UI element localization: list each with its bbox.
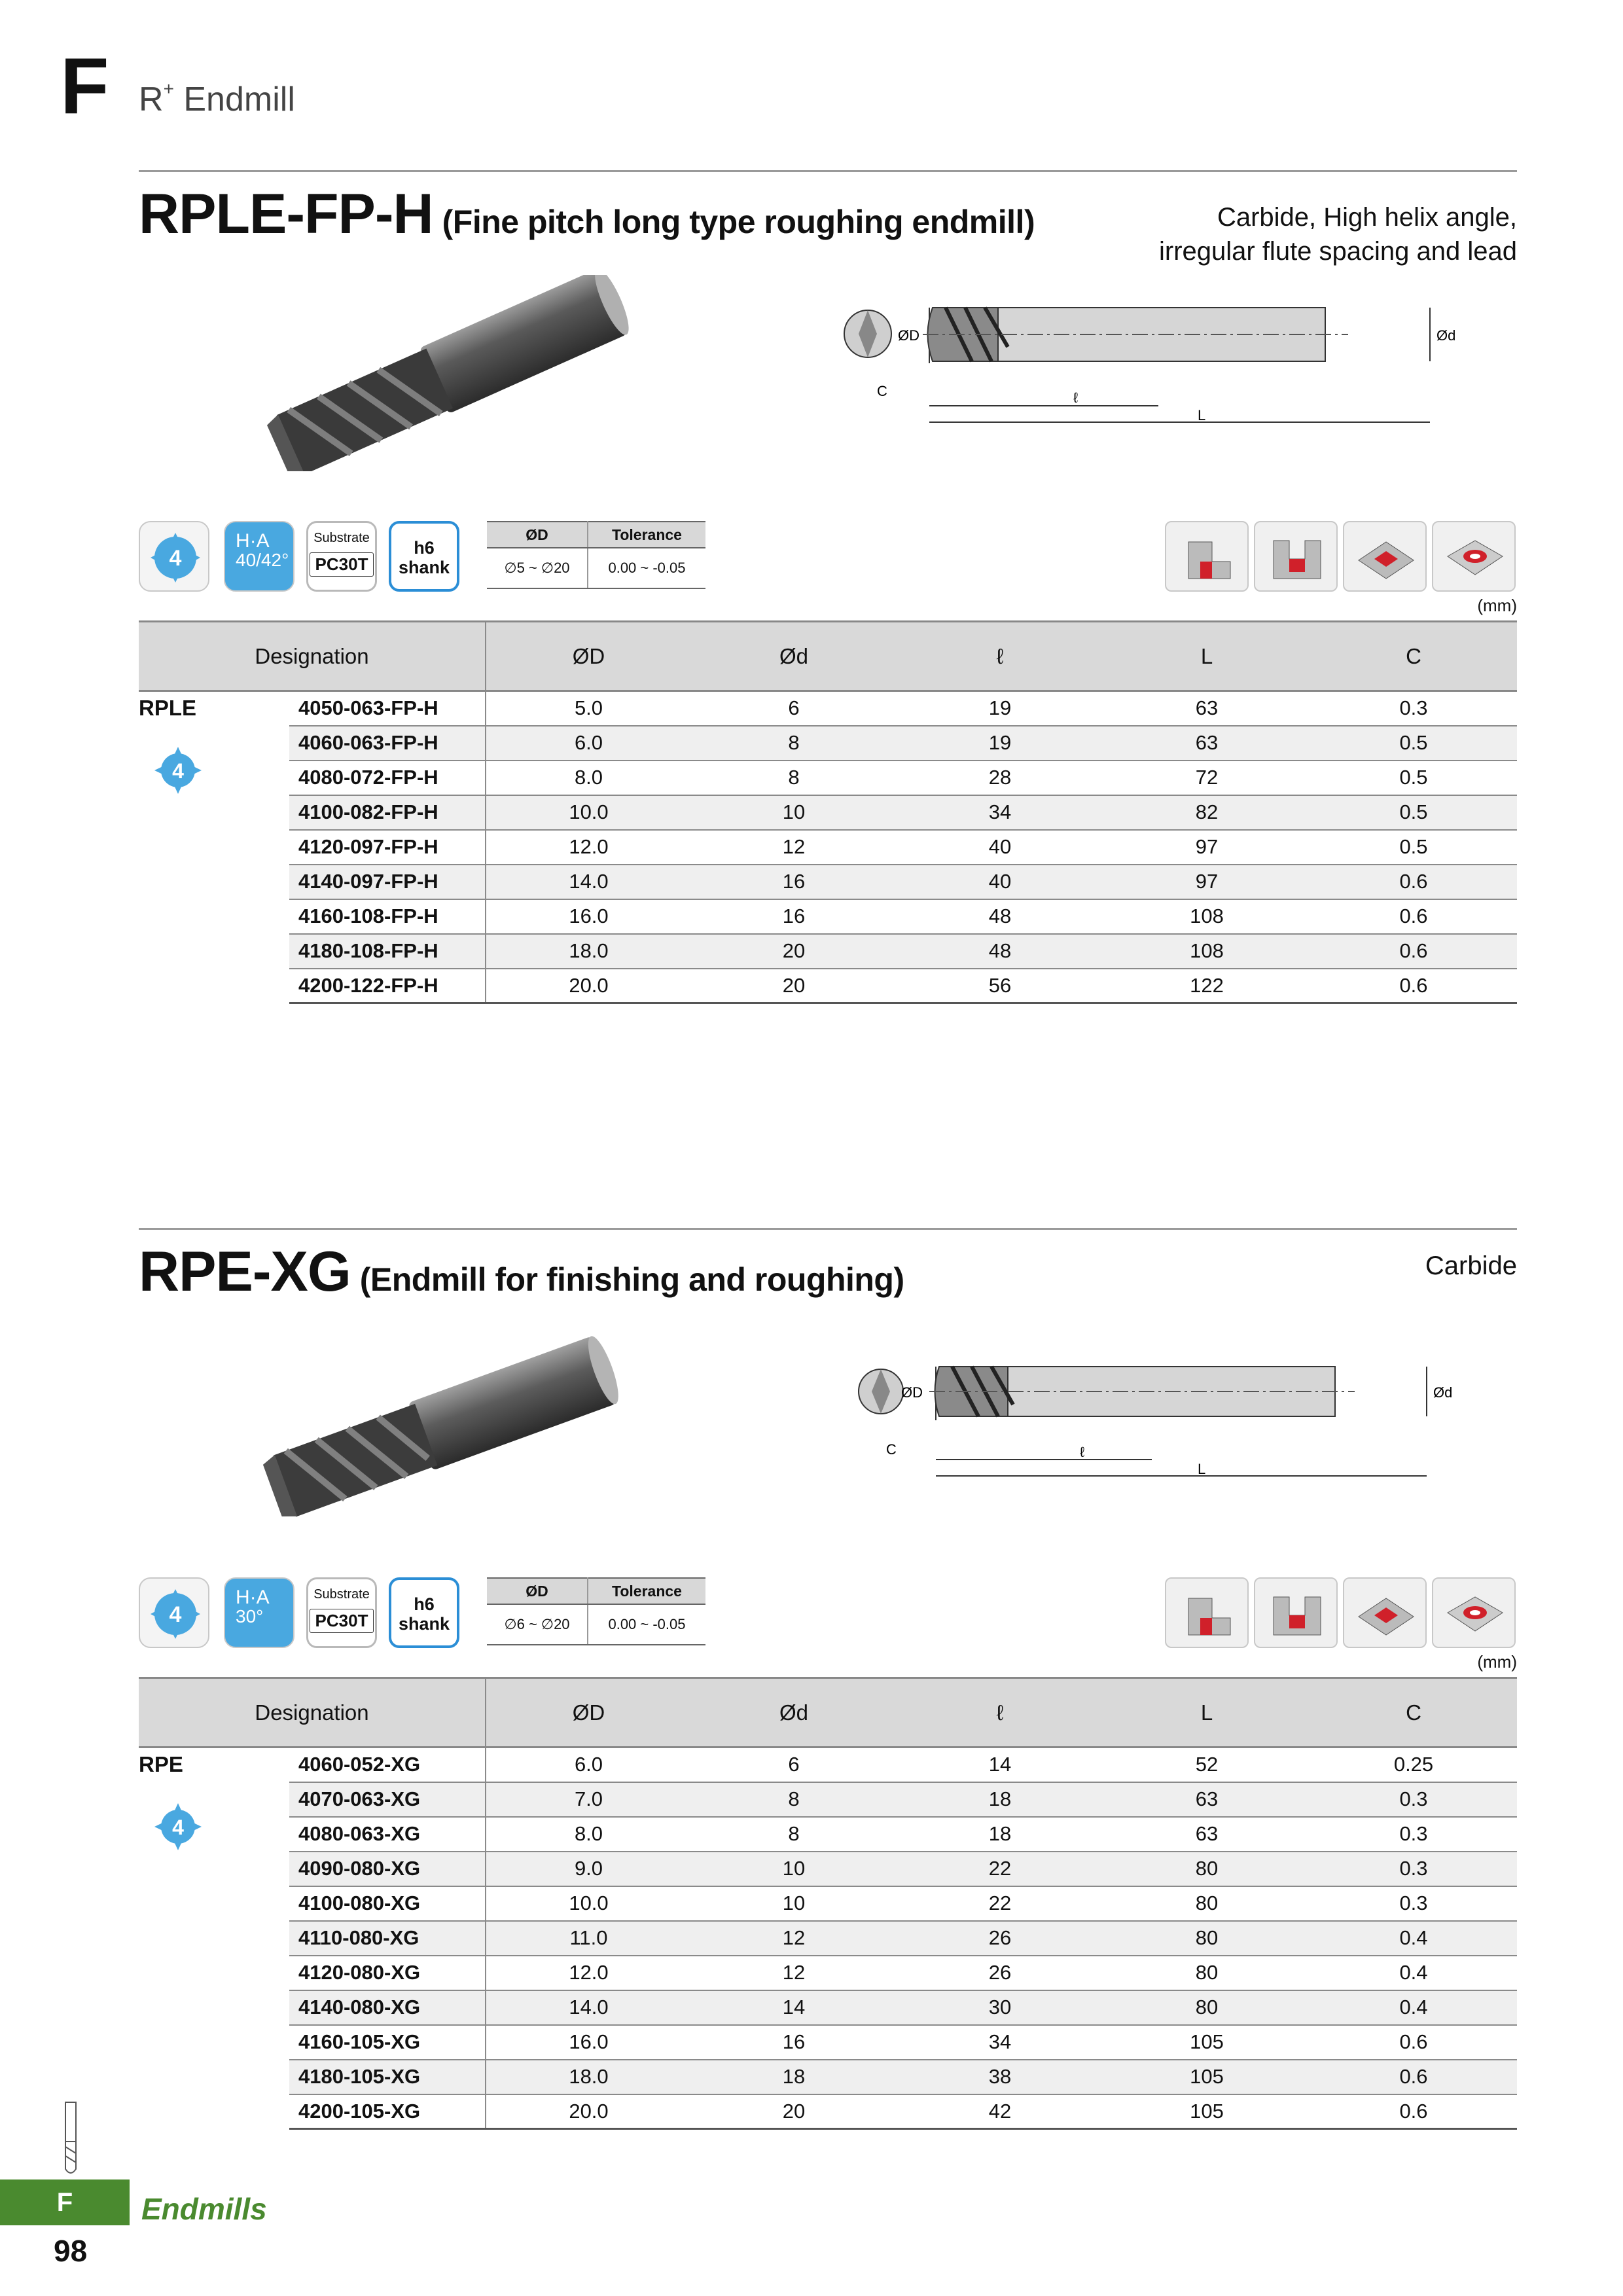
value-cell: 52	[1103, 1748, 1310, 1782]
value-cell: 28	[897, 761, 1103, 795]
value-cell: 0.3	[1310, 1782, 1517, 1817]
value-cell: 6.0	[486, 726, 691, 761]
spec-table	[139, 1677, 1517, 2130]
tolerance-table: ØD Tolerance ∅6 ~ ∅20 0.00 ~ -0.05	[487, 1577, 705, 1645]
product-title: RPE-XG (Endmill for finishing and roughing)	[139, 1240, 904, 1303]
designation-cell: 4180-105-XG	[289, 2060, 486, 2094]
endmill-icon	[58, 2101, 84, 2178]
dim-l: ℓ	[1080, 1444, 1085, 1460]
value-cell: 20	[691, 934, 897, 969]
value-cell: 14.0	[486, 1990, 691, 2025]
value-cell: 22	[897, 1852, 1103, 1886]
value-cell: 12.0	[486, 1956, 691, 1990]
shoulder-milling-icon	[1165, 1577, 1249, 1648]
value-cell: 8	[691, 1817, 897, 1852]
value-cell: 34	[897, 2025, 1103, 2060]
value-cell: 0.6	[1310, 2094, 1517, 2129]
value-cell: 14.0	[486, 865, 691, 899]
series-label: RPLE	[139, 696, 197, 720]
value-cell: 97	[1103, 865, 1310, 899]
plunging-icon	[1432, 521, 1516, 592]
value-cell: 10	[691, 1852, 897, 1886]
col-l: ℓ	[897, 622, 1103, 691]
chapter-label: Endmills	[141, 2192, 267, 2226]
value-cell: 34	[897, 795, 1103, 830]
value-cell: 80	[1103, 1886, 1310, 1921]
section-divider	[139, 170, 1517, 172]
svg-text:4: 4	[169, 546, 182, 571]
value-cell: 11.0	[486, 1921, 691, 1956]
tool-photo	[229, 1335, 648, 1525]
designation-cell: 4100-080-XG	[289, 1886, 486, 1921]
dim-C: C	[877, 383, 887, 399]
value-cell: 108	[1103, 899, 1310, 934]
value-cell: 26	[897, 1921, 1103, 1956]
h6-shank-icon: h6 shank	[389, 1577, 459, 1648]
designation-cell: 4110-080-XG	[289, 1921, 486, 1956]
value-cell: 80	[1103, 1852, 1310, 1886]
table-row	[139, 1817, 1517, 1852]
svg-text:4: 4	[172, 1816, 184, 1839]
plunging-icon	[1432, 1577, 1516, 1648]
col-L: L	[1103, 622, 1310, 691]
designation-cell: 4090-080-XG	[289, 1852, 486, 1886]
value-cell: 20	[691, 969, 897, 1003]
value-cell: 18	[691, 2060, 897, 2094]
dim-C: C	[886, 1441, 897, 1458]
value-cell: 72	[1103, 761, 1310, 795]
value-cell: 7.0	[486, 1782, 691, 1817]
value-cell: 0.4	[1310, 1956, 1517, 1990]
value-cell: 10.0	[486, 795, 691, 830]
series-cell	[139, 1748, 289, 2129]
flute-count-icon	[139, 521, 209, 592]
table-row	[139, 899, 1517, 934]
table-row	[139, 1852, 1517, 1886]
table-row	[139, 761, 1517, 795]
designation-cell: 4140-097-FP-H	[289, 865, 486, 899]
value-cell: 0.5	[1310, 761, 1517, 795]
value-cell: 56	[897, 969, 1103, 1003]
col-l: ℓ	[897, 1678, 1103, 1748]
substrate-icon: Substrate PC30T	[306, 1577, 377, 1648]
value-cell: 40	[897, 865, 1103, 899]
value-cell: 40	[897, 830, 1103, 865]
value-cell: 19	[897, 691, 1103, 726]
value-cell: 80	[1103, 1956, 1310, 1990]
designation-cell: 4060-052-XG	[289, 1748, 486, 1782]
value-cell: 22	[897, 1886, 1103, 1921]
col-C: C	[1310, 622, 1517, 691]
slotting-icon	[1254, 521, 1338, 592]
value-cell: 0.5	[1310, 726, 1517, 761]
pocketing-icon	[1343, 1577, 1427, 1648]
value-cell: 8.0	[486, 1817, 691, 1852]
designation-cell: 4080-063-XG	[289, 1817, 486, 1852]
value-cell: 8	[691, 761, 897, 795]
pocketing-icon	[1343, 521, 1427, 592]
designation-cell: 4180-108-FP-H	[289, 934, 486, 969]
series-cell	[139, 691, 289, 1003]
value-cell: 12	[691, 1956, 897, 1990]
col-d: Ød	[691, 1678, 897, 1748]
value-cell: 14	[691, 1990, 897, 2025]
dim-D: ØD	[898, 327, 919, 344]
value-cell: 6	[691, 691, 897, 726]
tool-photo	[236, 275, 668, 471]
substrate-icon: Substrate PC30T	[306, 521, 377, 592]
value-cell: 8.0	[486, 761, 691, 795]
value-cell: 10	[691, 1886, 897, 1921]
dim-L: L	[1198, 407, 1206, 423]
flute-count-icon	[139, 1577, 209, 1648]
value-cell: 0.3	[1310, 691, 1517, 726]
shoulder-milling-icon	[1165, 521, 1249, 592]
value-cell: 0.3	[1310, 1886, 1517, 1921]
value-cell: 16.0	[486, 2025, 691, 2060]
value-cell: 18	[897, 1782, 1103, 1817]
value-cell: 6.0	[486, 1748, 691, 1782]
value-cell: 97	[1103, 830, 1310, 865]
value-cell: 63	[1103, 726, 1310, 761]
dim-l: ℓ	[1073, 389, 1079, 406]
value-cell: 0.25	[1310, 1748, 1517, 1782]
flute-count-icon	[148, 1797, 208, 1857]
slotting-icon	[1254, 1577, 1338, 1648]
value-cell: 8	[691, 726, 897, 761]
table-row	[139, 2025, 1517, 2060]
value-cell: 6	[691, 1748, 897, 1782]
page-number: 98	[54, 2234, 88, 2268]
value-cell: 0.6	[1310, 2025, 1517, 2060]
value-cell: 48	[897, 899, 1103, 934]
h6-shank-icon: h6 shank	[389, 521, 459, 592]
tolerance-table: ØD Tolerance ∅5 ~ ∅20 0.00 ~ -0.05	[487, 521, 705, 589]
designation-cell: 4060-063-FP-H	[289, 726, 486, 761]
table-row	[139, 830, 1517, 865]
series-label: RPE	[139, 1752, 183, 1776]
value-cell: 0.5	[1310, 830, 1517, 865]
value-cell: 105	[1103, 2094, 1310, 2129]
value-cell: 105	[1103, 2025, 1310, 2060]
value-cell: 26	[897, 1956, 1103, 1990]
helix-angle-icon: H·A 30°	[224, 1577, 294, 1648]
value-cell: 30	[897, 1990, 1103, 2025]
section-divider	[139, 1228, 1517, 1230]
col-C: C	[1310, 1678, 1517, 1748]
value-cell: 9.0	[486, 1852, 691, 1886]
value-cell: 0.4	[1310, 1921, 1517, 1956]
unit-label: (mm)	[1477, 596, 1517, 615]
designation-cell: 4070-063-XG	[289, 1782, 486, 1817]
table-row	[139, 726, 1517, 761]
designation-cell: 4200-122-FP-H	[289, 969, 486, 1003]
value-cell: 0.3	[1310, 1852, 1517, 1886]
value-cell: 0.5	[1310, 795, 1517, 830]
designation-cell: 4140-080-XG	[289, 1990, 486, 2025]
col-D: ØD	[486, 1678, 691, 1748]
value-cell: 12	[691, 1921, 897, 1956]
table-row	[139, 1956, 1517, 1990]
tool-drawing	[838, 1342, 1466, 1499]
value-cell: 0.3	[1310, 1817, 1517, 1852]
value-cell: 12.0	[486, 830, 691, 865]
value-cell: 82	[1103, 795, 1310, 830]
table-row	[139, 1886, 1517, 1921]
value-cell: 18.0	[486, 934, 691, 969]
value-cell: 19	[897, 726, 1103, 761]
value-cell: 20.0	[486, 969, 691, 1003]
table-row	[139, 1782, 1517, 1817]
value-cell: 63	[1103, 1782, 1310, 1817]
value-cell: 0.6	[1310, 865, 1517, 899]
svg-text:4: 4	[169, 1602, 182, 1627]
value-cell: 38	[897, 2060, 1103, 2094]
value-cell: 18	[897, 1817, 1103, 1852]
col-L: L	[1103, 1678, 1310, 1748]
value-cell: 10.0	[486, 1886, 691, 1921]
value-cell: 80	[1103, 1990, 1310, 2025]
value-cell: 12	[691, 830, 897, 865]
spec-table	[139, 620, 1517, 1004]
value-cell: 80	[1103, 1921, 1310, 1956]
unit-label: (mm)	[1477, 1652, 1517, 1672]
value-cell: 16	[691, 2025, 897, 2060]
value-cell: 16	[691, 865, 897, 899]
chapter-tab: F	[0, 2179, 130, 2225]
svg-text:4: 4	[172, 759, 184, 783]
designation-cell: 4200-105-XG	[289, 2094, 486, 2129]
value-cell: 5.0	[486, 691, 691, 726]
value-cell: 8	[691, 1782, 897, 1817]
table-row	[139, 865, 1517, 899]
table-row	[139, 934, 1517, 969]
designation-cell: 4160-108-FP-H	[289, 899, 486, 934]
dim-d: Ød	[1436, 327, 1456, 344]
section-letter: F	[60, 41, 109, 130]
helix-angle-icon: H·A 40/42°	[224, 521, 294, 592]
table-row	[139, 2094, 1517, 2129]
table-row	[139, 2060, 1517, 2094]
col-D: ØD	[486, 622, 691, 691]
value-cell: 108	[1103, 934, 1310, 969]
table-row	[139, 1990, 1517, 2025]
dim-D: ØD	[901, 1384, 923, 1401]
value-cell: 14	[897, 1748, 1103, 1782]
col-designation: Designation	[139, 1678, 486, 1748]
value-cell: 63	[1103, 1817, 1310, 1852]
table-row	[139, 1748, 1517, 1782]
value-cell: 0.4	[1310, 1990, 1517, 2025]
value-cell: 0.6	[1310, 899, 1517, 934]
value-cell: 16.0	[486, 899, 691, 934]
value-cell: 105	[1103, 2060, 1310, 2094]
table-row	[139, 691, 1517, 726]
designation-cell: 4120-097-FP-H	[289, 830, 486, 865]
value-cell: 122	[1103, 969, 1310, 1003]
dim-L: L	[1198, 1461, 1206, 1477]
value-cell: 0.6	[1310, 969, 1517, 1003]
flute-count-icon	[148, 740, 208, 800]
col-d: Ød	[691, 622, 897, 691]
col-designation: Designation	[139, 622, 486, 691]
designation-cell: 4080-072-FP-H	[289, 761, 486, 795]
value-cell: 20.0	[486, 2094, 691, 2129]
designation-cell: 4160-105-XG	[289, 2025, 486, 2060]
table-row	[139, 969, 1517, 1003]
product-features: Carbide	[1425, 1251, 1517, 1280]
value-cell: 10	[691, 795, 897, 830]
value-cell: 20	[691, 2094, 897, 2129]
value-cell: 0.6	[1310, 934, 1517, 969]
designation-cell: 4120-080-XG	[289, 1956, 486, 1990]
product-title: RPLE-FP-H (Fine pitch long type roughing endmill)	[139, 183, 1035, 245]
value-cell: 0.6	[1310, 2060, 1517, 2094]
product-features: Carbide, High helix angle, irregular flute spacing and lead	[1158, 203, 1517, 266]
value-cell: 18.0	[486, 2060, 691, 2094]
value-cell: 42	[897, 2094, 1103, 2129]
designation-cell: 4100-082-FP-H	[289, 795, 486, 830]
value-cell: 48	[897, 934, 1103, 969]
value-cell: 63	[1103, 691, 1310, 726]
table-row	[139, 795, 1517, 830]
tool-drawing	[825, 281, 1466, 445]
dim-d: Ød	[1433, 1384, 1453, 1401]
value-cell: 16	[691, 899, 897, 934]
table-row	[139, 1921, 1517, 1956]
designation-cell: 4050-063-FP-H	[289, 691, 486, 726]
section-title: R+ Endmill	[139, 79, 295, 118]
